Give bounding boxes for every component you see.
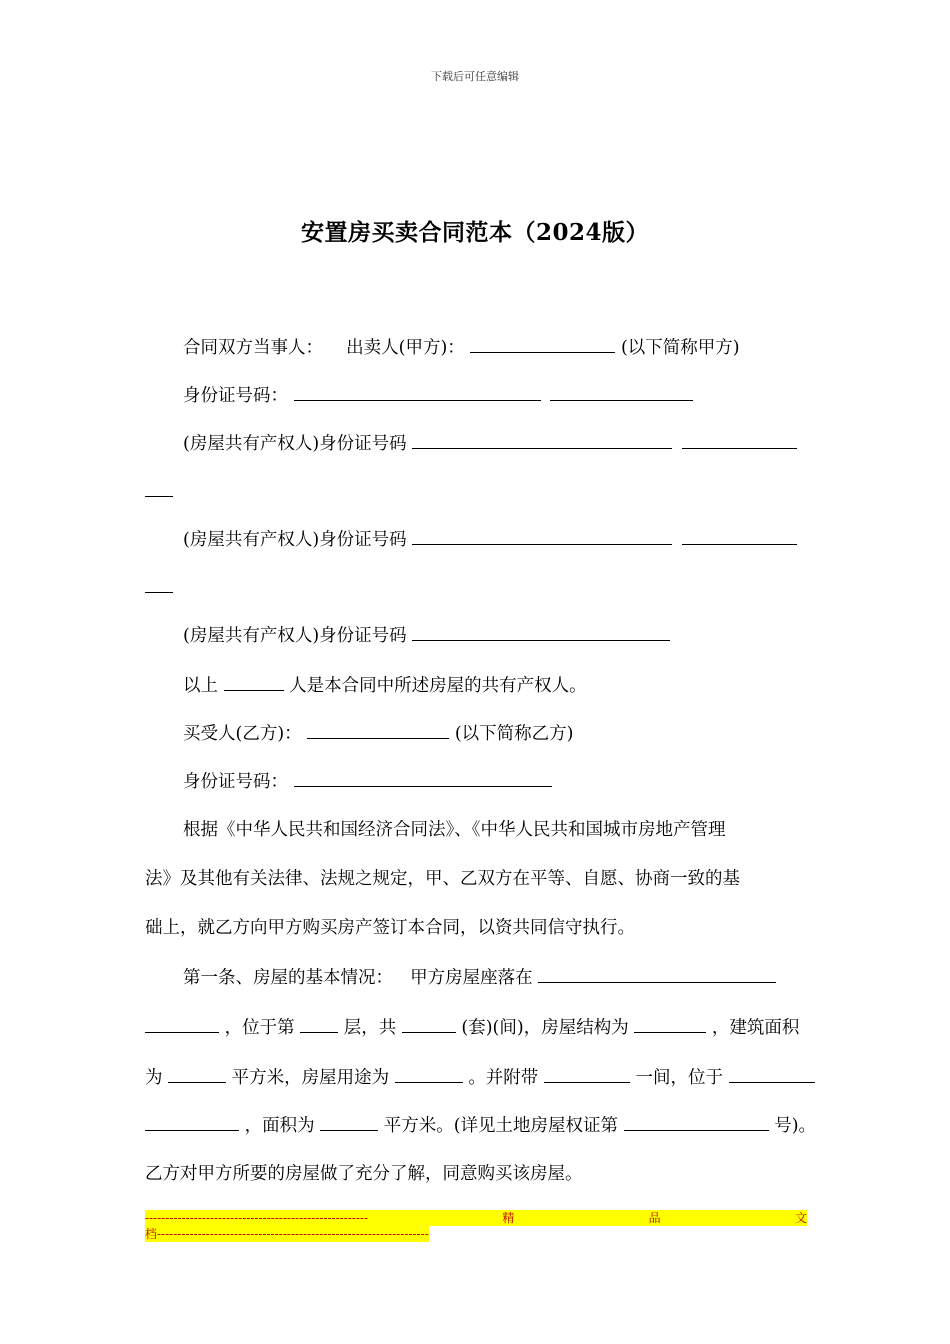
annex-location-blank-cont [145,1112,239,1131]
seller-id-blank [294,382,541,401]
article1-line-1 [183,964,776,990]
seller-id-blank-2 [550,382,693,401]
coowner-count-suffix: 人是本合同中所述房屋的共有产权人。 [289,676,587,696]
coowner-label-1: (房屋共有产权人)身份证号码 [183,434,407,454]
footer-band [145,1210,807,1242]
article1-closing: 乙方对甲方所要的房屋做了充分了解，同意购买该房屋。 [145,1164,583,1184]
coowner-count-blank [224,672,284,691]
seller-id-label: 身份证号码： [183,386,288,406]
annex-area-blank [320,1112,378,1131]
location-blank-cont [145,1014,219,1033]
coowner-id-blank-2b [682,526,797,545]
article1-line-3 [145,1064,815,1090]
area-unit: 平方米，房屋用途为 [231,1068,390,1088]
footer-row-2 [145,1226,429,1242]
article1-line-2 [145,1014,799,1040]
total-blank [402,1014,456,1033]
document-title: 安置房买卖合同范本（2024版） [300,219,649,246]
seller-line [183,334,740,360]
floor-blank [300,1014,338,1033]
buyer-id-label: 身份证号码： [183,772,288,792]
buyer-id-blank [294,768,552,787]
footer-dashes-right: ------------------------------------------------------------------- [157,1227,429,1241]
footer-word-1: 精 [502,1211,515,1225]
coowner-id-blank-2c [145,574,173,593]
location-blank [538,964,776,983]
coowner-line-1-cont [145,478,173,504]
seller-label: 出卖人(甲方)： [346,338,465,358]
buyer-id-line [183,768,552,794]
coowner-count-line [183,672,587,698]
preamble-line-2: 法》及其他有关法律、法规之规定，甲、乙双方在平等、自愿、协商一致的基 [145,869,740,889]
annex-location-blank [729,1064,815,1083]
coowner-id-blank-3 [412,622,670,641]
annex-room: 一间，位于 [635,1068,723,1088]
coowner-line-2-cont [145,574,173,600]
usage-blank [395,1064,463,1083]
area-prefix: 为 [145,1068,163,1088]
cert-suffix: 号)。 [774,1116,817,1136]
coowner-id-blank-1c [145,478,173,497]
coowner-line-3 [183,622,670,648]
seller-suffix: (以下简称甲方) [620,338,740,358]
area-label: ，建筑面积 [711,1018,800,1038]
preamble-line-1: 根据《中华人民共和国经济合同法》、《中华人民共和国城市房地产管理 [183,820,726,840]
area-blank [168,1064,226,1083]
structure-blank [634,1014,706,1033]
buyer-line [183,720,573,746]
annex-area-unit: 平方米。(详见土地房屋权证第 [383,1116,619,1136]
buyer-name-blank [307,720,449,739]
floor-mid: 层，共 [343,1018,397,1038]
coowner-id-blank-2 [412,526,672,545]
coowner-id-blank-1 [412,430,672,449]
footer-dashes-left: ------------------------------------------------------- [145,1211,369,1225]
footer-word-4: 档 [145,1227,158,1241]
coowner-label-3: (房屋共有产权人)身份证号码 [183,626,407,646]
coowner-line-2 [183,526,797,552]
article1-location-label: 甲方房屋座落在 [410,968,533,988]
coowner-line-1 [183,430,797,456]
coowner-count-prefix: 以上 [183,676,218,696]
seller-name-blank [470,334,615,353]
units-label: (套)(间)，房屋结构为 [461,1018,629,1038]
buyer-label: 买受人(乙方)： [183,724,302,744]
footer-row-1 [145,1210,807,1226]
seller-id-line [183,382,693,408]
footer-word-2: 品 [648,1211,661,1225]
floor-prefix: ，位于第 [224,1018,295,1038]
article1-line-4 [145,1112,816,1138]
cert-number-blank [624,1112,769,1131]
coowner-label-2: (房屋共有产权人)身份证号码 [183,530,407,550]
annex-blank [544,1064,630,1083]
article1-heading: 第一条、房屋的基本情况： [183,968,393,988]
annex-label: 。并附带 [468,1068,539,1088]
annex-area-label: ，面积为 [244,1116,315,1136]
header-note: 下载后可任意编辑 [431,70,519,83]
buyer-suffix: (以下简称乙方) [454,724,574,744]
coowner-id-blank-1b [682,430,797,449]
footer-word-3: 文 [794,1211,807,1225]
parties-intro-label: 合同双方当事人： [183,338,323,358]
preamble-line-3: 础上，就乙方向甲方购买房产签订本合同，以资共同信守执行。 [145,918,635,938]
